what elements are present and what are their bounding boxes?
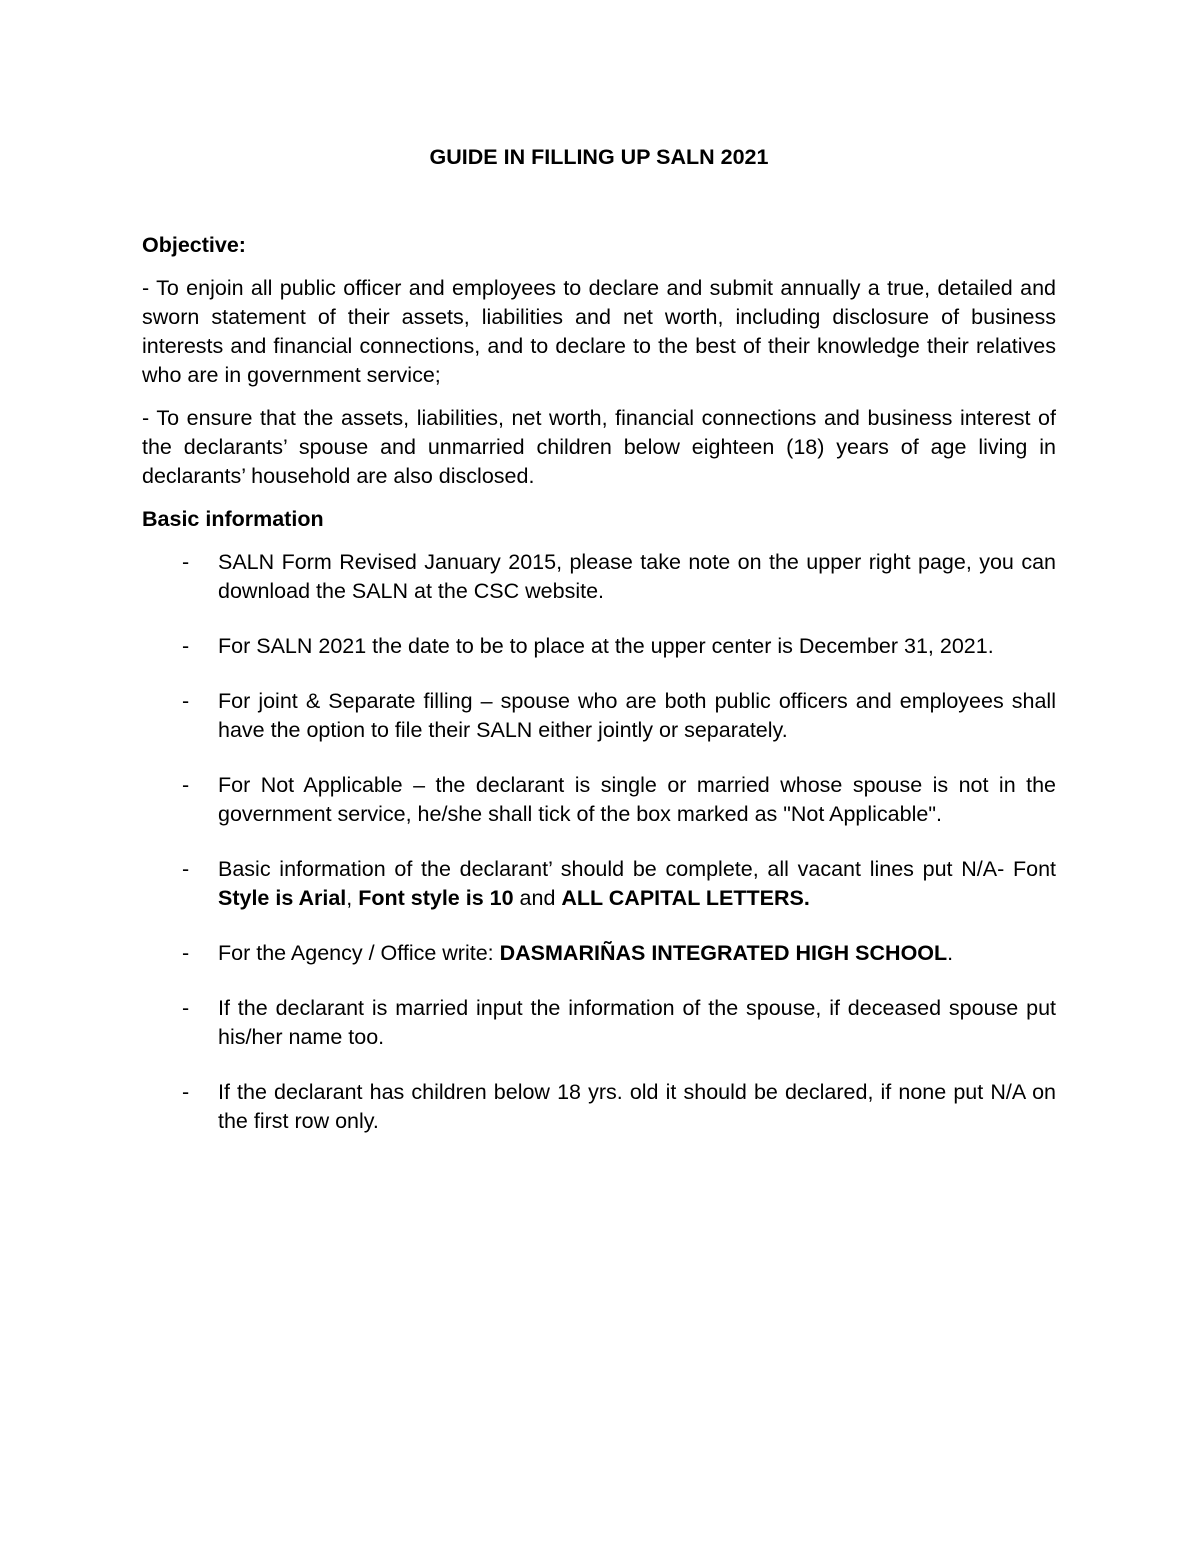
list-item (142, 1078, 1056, 1136)
font-style-emphasis: Style is Arial (218, 886, 347, 910)
list-item-text: For SALN 2021 the date to be to place at the upper center is December 31, 2021. (218, 634, 994, 658)
list-item (142, 939, 1056, 968)
font-size-emphasis: Font style is 10 (358, 886, 514, 910)
objective-paragraph-1: - To enjoin all public officer and employees to declare and submit annually a true, detailed and sworn statement of their assets, liabilities and net worth, including disclosure of business interests and financial connections, and to declare to the best of their knowledge their relatives who are in government service; (142, 276, 1056, 387)
bullet-dash: - (182, 857, 190, 881)
list-item-text (218, 941, 953, 965)
list-item (142, 687, 1056, 745)
bullet-dash: - (182, 689, 190, 713)
capital-letters-emphasis: ALL CAPITAL LETTERS. (561, 886, 810, 910)
list-item (142, 771, 1056, 829)
list-item-text: For Not Applicable – the declarant is single or married whose spouse is not in the government service, he/she shall tick of the box marked as "Not Applicable". (218, 773, 1056, 826)
list-item-text: SALN Form Revised January 2015, please take note on the upper right page, you can download the SALN at the CSC website. (218, 550, 1056, 603)
list-item (142, 632, 1056, 661)
list-item-text-part: . (947, 941, 954, 965)
list-item-text-part: Basic information of the declarant’ should be complete, all vacant lines put N/A- Font (218, 857, 1056, 881)
objective-heading: Objective: (142, 233, 246, 257)
bullet-dash: - (182, 773, 190, 797)
bullet-dash: - (182, 996, 190, 1020)
bullet-dash: - (182, 941, 190, 965)
list-item-text-part: and (513, 886, 562, 910)
document-content (142, 140, 1056, 1162)
bullet-dash: - (182, 634, 190, 658)
list-item (142, 548, 1056, 606)
bullet-dash: - (182, 1080, 190, 1104)
list-item-text: For joint & Separate filling – spouse who are both public officers and employees shall have the option to file their SALN either jointly or separately. (218, 689, 1056, 742)
list-item-text-part: , (346, 886, 359, 910)
list-item (142, 994, 1056, 1052)
basic-information-list (142, 548, 1056, 1136)
basic-information-heading: Basic information (142, 507, 324, 531)
list-item-text (218, 857, 1056, 910)
list-item (142, 855, 1056, 913)
document-title: GUIDE IN FILLING UP SALN 2021 (429, 145, 769, 169)
list-item-text-part: For the Agency / Office write: (218, 941, 500, 965)
objective-paragraph-2: - To ensure that the assets, liabilities, net worth, financial connections and business interest of the declarants’ spouse and unmarried children below eighteen (18) years of age living in declarants’ household are also disclosed. (142, 406, 1056, 488)
list-item-text: If the declarant has children below 18 yrs. old it should be declared, if none put N/A on the first row only. (218, 1080, 1056, 1133)
agency-name-emphasis: DASMARIÑAS INTEGRATED HIGH SCHOOL (499, 941, 948, 965)
list-item-text: If the declarant is married input the information of the spouse, if deceased spouse put his/her name too. (218, 996, 1056, 1049)
bullet-dash: - (182, 550, 190, 574)
